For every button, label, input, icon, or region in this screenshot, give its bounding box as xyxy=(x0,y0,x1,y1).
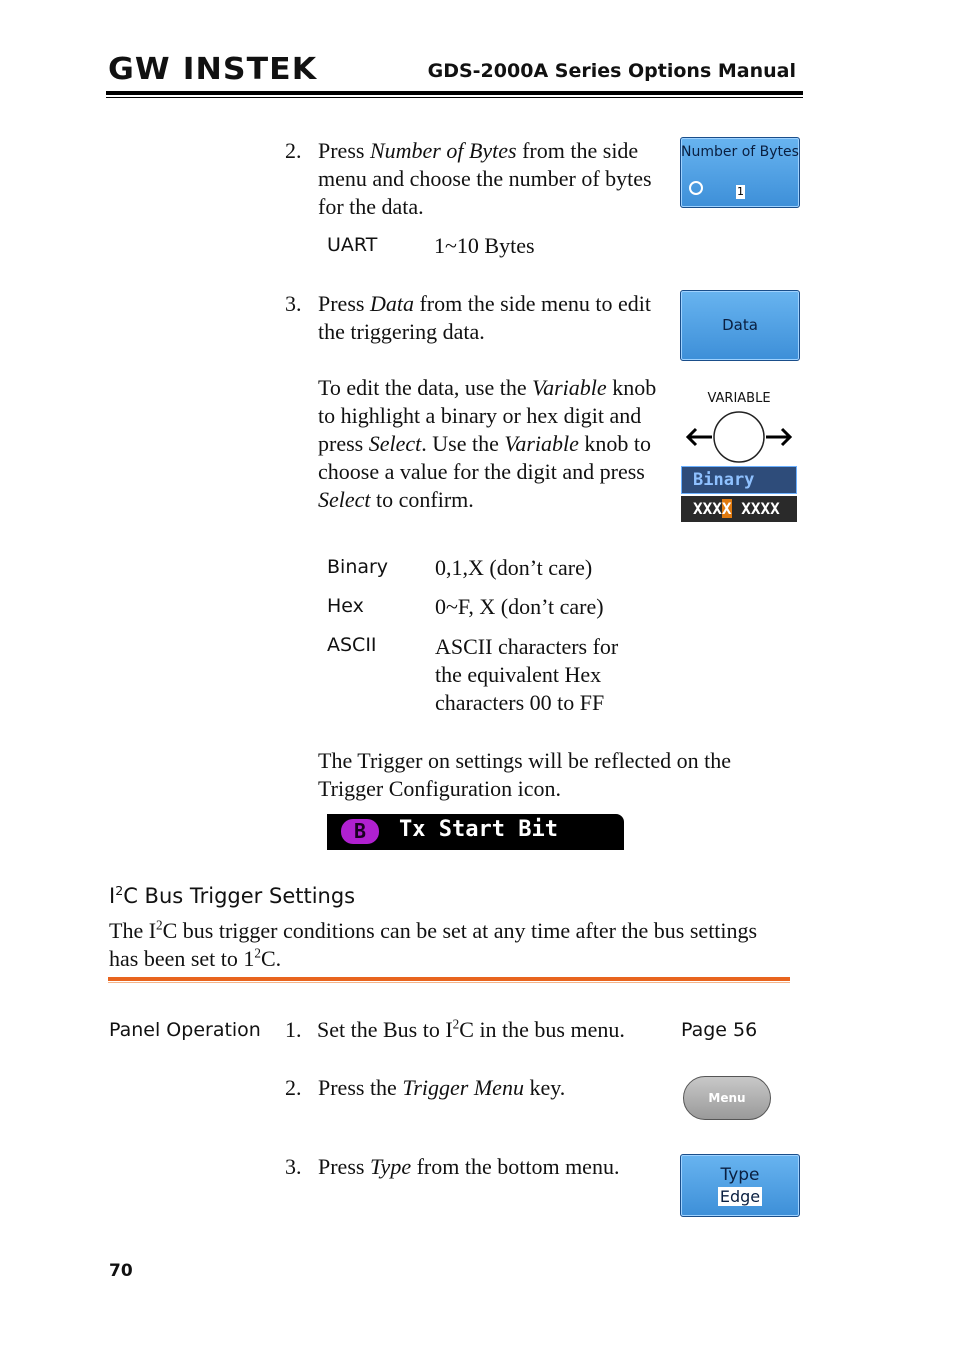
intro-part: C. xyxy=(261,946,282,971)
title-part: I xyxy=(109,884,116,908)
table-value: 0,1,X (don’t care) xyxy=(435,555,593,580)
step-number: 3. xyxy=(285,291,302,316)
binary-display-header xyxy=(681,466,797,494)
step-text-part: from the side menu to edit the triggering data. xyxy=(318,291,652,344)
step-text-sup: 2 xyxy=(452,1016,460,1032)
number-of-bytes-button[interactable] xyxy=(680,137,800,208)
step-text-part: Press xyxy=(318,291,370,316)
bus-badge: B xyxy=(341,819,379,844)
button-label: Number of Bytes xyxy=(681,144,799,160)
button-value: Edge xyxy=(719,1187,761,1206)
step-number: 1. xyxy=(285,1017,302,1042)
panel-operation-label: Panel Operation xyxy=(109,1019,261,1041)
table-label: Hex xyxy=(327,595,364,617)
title-part: C Bus Trigger Settings xyxy=(123,884,356,908)
para-emphasis: Select xyxy=(318,487,371,512)
variable-knob-label: VARIABLE xyxy=(707,391,771,406)
para-part: to confirm. xyxy=(370,487,474,512)
table-value: 1~10 Bytes xyxy=(434,233,535,258)
binary-cursor-digit: X xyxy=(721,499,732,518)
table-value: ASCII characters for the equivalent Hex characters 00 to FF xyxy=(435,634,619,715)
step-text xyxy=(318,290,663,346)
table-value: 0~F, X (don’t care) xyxy=(435,594,604,619)
step-text-part: C in the bus menu. xyxy=(459,1017,625,1042)
step-text xyxy=(318,1074,565,1102)
para-emphasis: Variable xyxy=(532,375,607,400)
header-rule xyxy=(106,91,803,95)
trigger-config-icon xyxy=(327,814,624,850)
step-text xyxy=(318,1153,619,1181)
step-number: 3. xyxy=(285,1154,302,1179)
manual-title: GDS-2000A Series Options Manual xyxy=(427,60,796,82)
table-label: UART xyxy=(327,234,378,256)
intro-part: The I xyxy=(109,918,157,943)
binary-digits: XXX xyxy=(693,499,722,518)
header-rule-thin xyxy=(106,97,803,98)
table-label: Binary xyxy=(327,556,389,578)
step-text-part: key. xyxy=(523,1075,566,1100)
intro-sup: 2 xyxy=(254,945,261,961)
intro-part: C bus trigger conditions can be set at any time after the bus settings has been set to 1 xyxy=(109,918,758,971)
step-text-emphasis: Number of Bytes xyxy=(369,138,517,163)
trigger-menu-key[interactable]: Menu xyxy=(683,1076,771,1120)
section-title xyxy=(109,884,355,908)
page-number: 70 xyxy=(109,1261,133,1281)
step-number: 2. xyxy=(285,138,302,163)
para-part: . Use the xyxy=(421,431,505,456)
binary-display-value xyxy=(681,496,797,522)
step-text-emphasis: Trigger Menu xyxy=(402,1075,524,1100)
table-label: ASCII xyxy=(327,634,377,656)
brand-logo: GW INSTEK xyxy=(108,52,318,87)
variable-knob-icon[interactable] xyxy=(682,409,796,465)
button-value: 1 xyxy=(737,185,744,198)
step-text xyxy=(318,137,673,221)
type-button[interactable] xyxy=(680,1154,800,1217)
step-text-emphasis: Type xyxy=(369,1154,412,1179)
data-button[interactable]: Data xyxy=(680,290,800,361)
step-text-part: from the side menu and choose the number of bytes for the data. xyxy=(318,138,652,219)
section-rule-light xyxy=(108,982,790,983)
para-emphasis: Variable xyxy=(504,431,579,456)
section-intro xyxy=(109,917,789,973)
step-number: 2. xyxy=(285,1075,302,1100)
para-part: knob to highlight a binary or hex digit and press xyxy=(318,375,657,456)
title-sup: 2 xyxy=(115,883,124,898)
para-emphasis: Select xyxy=(368,431,422,456)
button-label: Type xyxy=(720,1165,760,1185)
trigger-icon-text: Tx Start Bit xyxy=(399,817,558,842)
edit-instructions xyxy=(318,374,670,514)
step-text-part: Set the Bus to I xyxy=(317,1017,453,1042)
binary-display-title: Binary xyxy=(693,470,755,490)
intro-sup: 2 xyxy=(156,917,163,933)
binary-digits: XXXX xyxy=(741,499,780,518)
rotate-knob-icon xyxy=(689,181,703,195)
step-text-part: Press xyxy=(318,138,370,163)
para-part: To edit the data, use the xyxy=(318,375,533,400)
step-text-part: Press the xyxy=(318,1075,403,1100)
step-text-part: from the bottom menu. xyxy=(411,1154,620,1179)
page-reference-link[interactable]: Page 56 xyxy=(681,1019,758,1041)
step-text-emphasis: Data xyxy=(369,291,414,316)
step-text xyxy=(317,1016,625,1044)
section-rule xyxy=(108,977,790,981)
para-part: knob to choose a value for the digit and press xyxy=(318,431,652,484)
step-text-part: Press xyxy=(318,1154,370,1179)
trigger-reflect-note: The Trigger on settings will be reflected on the Trigger Configuration icon. xyxy=(318,748,732,801)
